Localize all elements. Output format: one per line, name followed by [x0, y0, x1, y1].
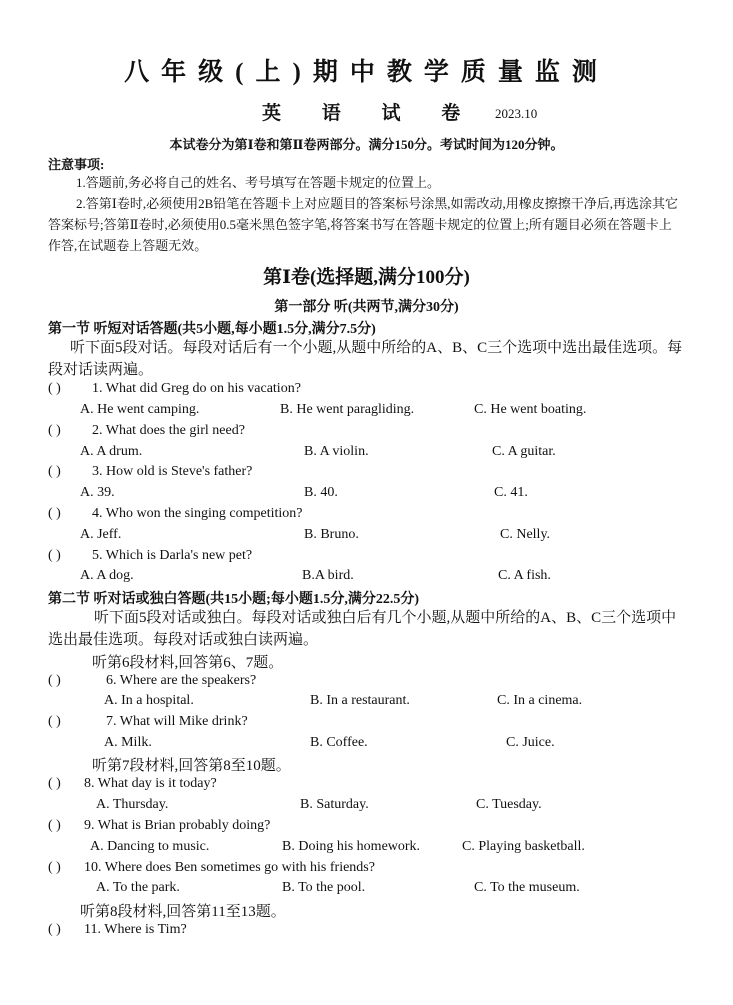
question — [48, 776, 217, 792]
part-title: 第Ⅰ卷(选择题,满分100分) — [263, 267, 470, 288]
material-label: 听第8段材料,回答第11至13题。 — [80, 904, 286, 920]
question — [48, 714, 248, 730]
question-text: 7. What will Mike drink? — [106, 714, 248, 729]
answer-blank[interactable]: ( ) — [48, 464, 61, 479]
question-text: 5. Which is Darla's new pet? — [92, 548, 253, 563]
question — [48, 818, 270, 834]
option: B. Coffee. — [310, 735, 368, 750]
option: A. In a hospital. — [104, 693, 194, 708]
option: C. Juice. — [506, 735, 555, 750]
option: B. A violin. — [304, 444, 369, 459]
answer-blank[interactable]: ( ) — [48, 673, 61, 688]
option: B. To the pool. — [282, 880, 366, 895]
option: B. Bruno. — [304, 527, 359, 542]
section-title: 第二节 听对话或独白答题(共15小题;每小题1.5分,满分22.5分) — [48, 592, 419, 607]
option: C. He went boating. — [474, 402, 587, 417]
exam-subtitle: 英 语 试 卷 — [262, 103, 479, 124]
answer-blank[interactable]: ( ) — [48, 922, 61, 937]
answer-blank[interactable]: ( ) — [48, 381, 61, 396]
part-subtitle: 第一部分 听(共两节,满分30分) — [274, 300, 459, 315]
question — [48, 381, 301, 397]
question — [48, 423, 245, 439]
answer-blank[interactable]: ( ) — [48, 714, 61, 729]
notes-heading: 注意事项: — [48, 157, 105, 172]
option: B. Saturday. — [300, 797, 369, 812]
answer-blank[interactable]: ( ) — [48, 506, 61, 521]
material-label: 听第6段材料,回答第6、7题。 — [92, 655, 284, 671]
option: A. To the park. — [96, 880, 180, 895]
option: A. Thursday. — [96, 797, 169, 812]
section-title: 第一节 听短对话答题(共5小题,每小题1.5分,满分7.5分) — [48, 322, 376, 337]
question-text: 1. What did Greg do on his vacation? — [92, 381, 301, 396]
exam-title: 八年级(上)期中教学质量监测 — [124, 59, 609, 86]
question — [48, 922, 187, 938]
option: A. Dancing to music. — [90, 839, 210, 854]
option: A. Jeff. — [80, 527, 122, 542]
question-text: 9. What is Brian probably doing? — [84, 818, 271, 833]
question-text: 6. Where are the speakers? — [106, 673, 257, 688]
option: C. In a cinema. — [497, 693, 583, 708]
question — [48, 548, 252, 564]
option: A. A dog. — [80, 568, 134, 583]
option: A. 39. — [80, 485, 115, 500]
option: C. Tuesday. — [476, 797, 542, 812]
question — [48, 506, 303, 522]
question-text: 8. What day is it today? — [84, 776, 217, 791]
note-item: 1.答题前,务必将自己的姓名、考号填写在答题卡规定的位置上。 — [76, 175, 441, 190]
option: C. 41. — [494, 485, 528, 500]
option: C. To the museum. — [474, 880, 580, 895]
note-item: 2.答第Ⅰ卷时,必须使用2B铅笔在答题卡上对应题目的答案标号涂黑,如需改动,用橡皮擦擦干净后,再选涂其它答案标号;答第Ⅱ卷时,必须使用0.5毫米黑色签字笔,将答案书写在答题卡规定的位置上;所有题目必须在答题卡上作答,在试题卷上答题无效。 — [48, 196, 679, 253]
answer-blank[interactable]: ( ) — [48, 818, 61, 833]
option: B. 40. — [304, 485, 338, 500]
option: C. A guitar. — [492, 444, 556, 459]
option: C. Playing basketball. — [462, 839, 585, 854]
option: C. A fish. — [498, 568, 551, 583]
exam-intro: 本试卷分为第Ⅰ卷和第Ⅱ卷两部分。满分150分。考试时间为120分钟。 — [169, 137, 564, 152]
question-text: 10. Where does Ben sometimes go with his friends? — [84, 860, 375, 875]
option: A. He went camping. — [80, 402, 200, 417]
material-label: 听第7段材料,回答第8至10题。 — [92, 758, 291, 774]
question-text: 4. Who won the singing competition? — [92, 506, 303, 521]
question — [48, 860, 375, 876]
exam-date: 2023.10 — [495, 106, 538, 121]
option: B. In a restaurant. — [310, 693, 410, 708]
answer-blank[interactable]: ( ) — [48, 423, 61, 438]
question-text: 11. Where is Tim? — [84, 922, 187, 937]
section-instruction: 听下面5段对话或独白。每段对话或独白后有几个小题,从题中所给的A、B、C三个选项中选出最佳选项。每段对话或独白读两遍。 — [48, 610, 677, 648]
section-instruction: 听下面5段对话。每段对话后有一个小题,从题中所给的A、B、C三个选项中选出最佳选项。每段对话读两遍。 — [48, 340, 683, 378]
option: B. Doing his homework. — [282, 839, 421, 854]
question — [48, 673, 256, 689]
option: C. Nelly. — [500, 527, 551, 542]
question-text: 3. How old is Steve's father? — [92, 464, 253, 479]
option: B. He went paragliding. — [280, 402, 415, 417]
answer-blank[interactable]: ( ) — [48, 548, 61, 563]
answer-blank[interactable]: ( ) — [48, 860, 61, 875]
question-text: 2. What does the girl need? — [92, 423, 245, 438]
option: A. A drum. — [80, 444, 143, 459]
option: B.A bird. — [302, 568, 354, 583]
option: A. Milk. — [104, 735, 152, 750]
answer-blank[interactable]: ( ) — [48, 776, 61, 791]
question — [48, 464, 252, 480]
